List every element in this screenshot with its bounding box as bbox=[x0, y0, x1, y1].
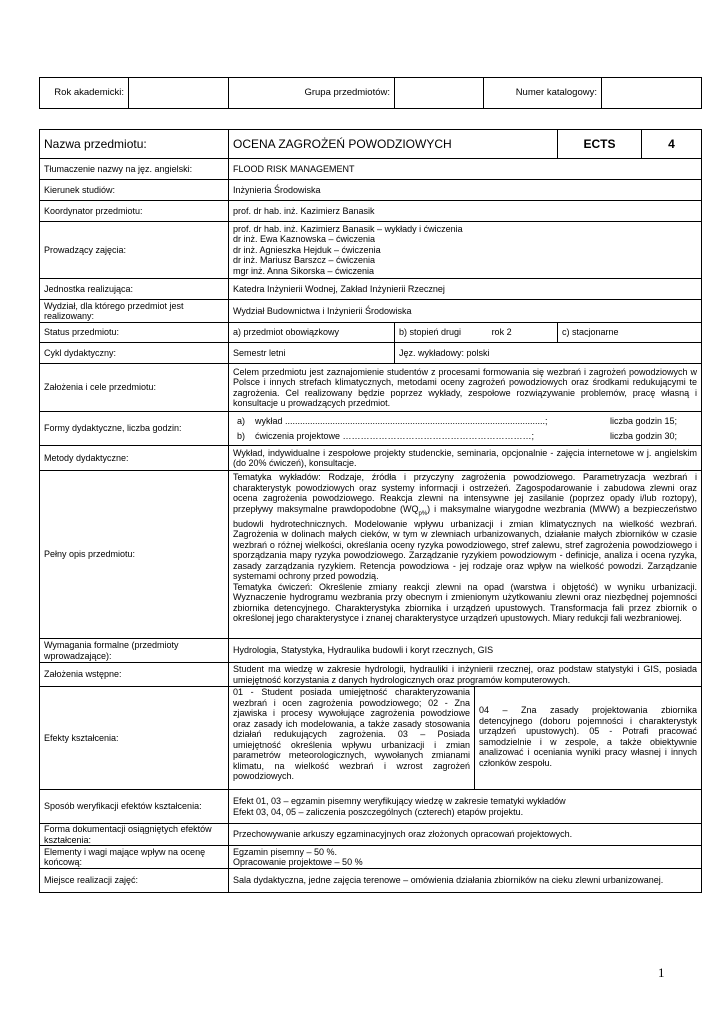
efekty-right: 04 – Zna zasady projektowania zbiornika detencyjnego (doboru pojemności i charakterystyk urządzeń upustowych). 05 - Potrafi pracować samodzielnie i w zespole, a także obiektywnie analizować i oceniania wyniki pracy własnej i innych członków zespołu. bbox=[475, 687, 702, 790]
sposob-line: Efekt 01, 03 – egzamin pisemny weryfikujący wiedzę w zakresie tematyki wykładów bbox=[233, 796, 566, 806]
formy-a-hours: liczba godzin 15; bbox=[610, 415, 678, 426]
elementy-line: Opracowanie projektowe – 50 % bbox=[233, 857, 363, 867]
status-b: b) stopień drugi bbox=[399, 327, 462, 338]
wstepne-label: Założenia wstępne: bbox=[40, 663, 229, 687]
ects-value: 4 bbox=[642, 130, 702, 159]
rok-akademicki-value[interactable] bbox=[129, 78, 229, 109]
cykl-value: Semestr letni bbox=[229, 343, 395, 364]
grupa-przedmiotow-value[interactable] bbox=[395, 78, 484, 109]
page-number: 1 bbox=[658, 965, 665, 980]
pelny-text-2: ) i maksymalne wiarygodne wezbrania (MWW) a bezpieczeństwo budowli hydrotechnicznych. Modelowanie wpływu urbanizacji i zmian klimatycznych na wielkość wezbrań. Zagrożenia w dolinach małych cieków, w tym w zlewniach urbanizowanych, działanie małych zbiorników w czasie wezbrań o różnej wielkości, określania oceny ryzyka powodziowego, stref zalewu, stref zagrożenia powodziowego i sporządzania mapy ryzyka powodziowego. Zarządzanie ryzykiem powodziowym - definicje, analiza i ocena ryzyka, zasady zarządzania ryzykiem. Retencja powodziowa - jej rodzaje oraz wpływ na wielkość powodzi. Zarządzanie systemami ochrony przed powodzią. bbox=[233, 503, 698, 582]
formy-value bbox=[229, 412, 702, 446]
prowadzacy-value bbox=[229, 222, 702, 279]
pelny-sub: p% bbox=[418, 510, 428, 517]
miejsce-value: Sala dydaktyczna, jedne zajęcia terenowe – omówienia działania zbiorników na cieku zlewni urbanizowanej. bbox=[229, 869, 702, 893]
forma-label: Forma dokumentacji osiągniętych efektów kształcenia: bbox=[40, 824, 229, 846]
kierunek-label: Kierunek studiów: bbox=[40, 180, 229, 201]
formy-subtable bbox=[233, 414, 697, 444]
miejsce-label: Miejsce realizacji zajęć: bbox=[40, 869, 229, 893]
sposob-label: Sposób weryfikacji efektów kształcenia: bbox=[40, 790, 229, 824]
forma-value: Przechowywanie arkuszy egzaminacyjnych oraz złożonych opracowań projektowych. bbox=[229, 824, 702, 846]
jezyk-value: Jęz. wykładowy: polski bbox=[395, 343, 702, 364]
efekty-label: Efekty kształcenia: bbox=[40, 687, 229, 790]
wydzial-label: Wydział, dla którego przedmiot jest realizowany: bbox=[40, 300, 229, 323]
jednostka-value: Katedra Inżynierii Wodnej, Zakład Inżynierii Rzecznej bbox=[229, 279, 702, 300]
formy-a-text: wykład ........................................................................................................; bbox=[255, 415, 548, 426]
wymagania-value: Hydrologia, Statystyka, Hydraulika budowli i koryt rzecznych, GIS bbox=[229, 639, 702, 663]
formy-b-marker: b) bbox=[237, 430, 246, 441]
status-label: Status przedmiotu: bbox=[40, 323, 229, 343]
metody-label: Metody dydaktyczne: bbox=[40, 446, 229, 471]
elementy-line: Egzamin pisemny – 50 %. bbox=[233, 846, 338, 857]
prowadzacy-line: mgr inż. Anna Sikorska – ćwiczenia bbox=[233, 265, 375, 276]
course-name-label: Nazwa przedmiotu: bbox=[40, 130, 229, 159]
pelny-label: Pełny opis przedmiotu: bbox=[40, 471, 229, 639]
formy-b-hours: liczba godzin 30; bbox=[610, 430, 678, 441]
wymagania-label: Wymagania formalne (przedmioty wprowadzające): bbox=[40, 639, 229, 663]
koordynator-label: Koordynator przedmiotu: bbox=[40, 201, 229, 222]
prowadzacy-line: dr inż. Agnieszka Hejduk – ćwiczenia bbox=[233, 244, 381, 255]
sposob-line: Efekt 03, 04, 05 – zaliczenia poszczególnych (czterech) etapów projektu. bbox=[233, 806, 524, 817]
tlumaczenie-value: FLOOD RISK MANAGEMENT bbox=[229, 159, 702, 180]
course-table bbox=[39, 129, 702, 893]
pelny-paragraph-cwiczenia: Tematyka ćwiczeń: Określenie zmiany reakcji zlewni na opad (warstwa i objętość) w wyniku urbanizacji. Wyznaczenie hydrogramu wezbrania przy obecnym i zmienionym użytkowaniu zlewni oraz niezbędnej pojemności zbiornika detencyjnego. Charakterystyka zbiornika i urządzeń upustowych. Transformacja fali przez zbiornik o określonej jego charakterystyce i znanej charakterystyce urządzeń upustowych. Miary redukcji fali wezbraniowej. bbox=[233, 581, 697, 624]
tlumaczenie-label: Tłumaczenie nazwy na jęz. angielski: bbox=[40, 159, 229, 180]
zalozenia-label: Założenia i cele przedmiotu: bbox=[40, 364, 229, 412]
status-a: a) przedmiot obowiązkowy bbox=[229, 323, 395, 343]
prowadzacy-line: prof. dr hab. inż. Kazimierz Banasik – wykłady i ćwiczenia bbox=[233, 223, 463, 234]
zalozenia-value: Celem przedmiotu jest zaznajomienie studentów z procesami formowania się wezbrań i zagrożeń powodziowych w Polsce i innych strefach klimatycznych, metodami oceny zagrożeń powodziowych oraz środkami redukującymi te zagrożenia. Cel realizowany będzie poprzez wykłady, zespołowe rozwiązywanie problemów, pracę własną i konsultacje u prowadzących przedmiot. bbox=[229, 364, 702, 412]
prowadzacy-line: dr inż. Mariusz Barszcz – ćwiczenia bbox=[233, 255, 376, 266]
status-rok: rok 2 bbox=[491, 327, 512, 338]
formy-a-marker: a) bbox=[237, 415, 246, 426]
metody-value: Wykład, indywidualne i zespołowe projekty studenckie, seminaria, opcjonalnie - zajęcia internetowe w j. angielskim (do 20% ćwiczeń), konsultacje. bbox=[229, 446, 702, 471]
pelny-paragraph-wyklady bbox=[233, 472, 697, 582]
grupa-przedmiotow-label: Grupa przedmiotów: bbox=[229, 78, 395, 109]
wydzial-value: Wydział Budownictwa i Inżynierii Środowiska bbox=[229, 300, 702, 323]
wstepne-value: Student ma wiedzę w zakresie hydrologii, hydrauliki i inżynierii rzecznej, oraz podstaw statystyki i GIS, posiada umiejętność korzystania z danych hydrologicznych oraz programów komputerowych. bbox=[229, 663, 702, 687]
rok-akademicki-label: Rok akademicki: bbox=[40, 78, 129, 109]
elementy-label: Elementy i wagi mające wpływ na ocenę końcową: bbox=[40, 846, 229, 869]
jednostka-label: Jednostka realizująca: bbox=[40, 279, 229, 300]
prowadzacy-line: dr inż. Ewa Kaznowska – ćwiczenia bbox=[233, 234, 376, 245]
pelny-value bbox=[229, 471, 702, 639]
numer-katalogowy-value[interactable] bbox=[602, 78, 702, 109]
prowadzacy-label: Prowadzący zajęcia: bbox=[40, 222, 229, 279]
status-b-cell bbox=[395, 323, 558, 343]
pelny-text-1: Tematyka wykładów: Rodzaje, źródła i przyczyny zagrożenia powodziowego. Parametryzacja wezbrań i charakterystyk powodziowych oraz systemy informacji i ostrzeżeń. Zagospodarowanie i zabudowa zlewni oraz ocena zagrożenia powodziowego. Reakcja zlewni na intensywne jej zasilanie (poprzez opady i/lub roztopy), przepływy maksymalne prawdopodobne (WQ bbox=[233, 472, 697, 514]
formy-b-text: ćwiczenia projektowe ………………………………………………………; bbox=[255, 430, 535, 441]
sposob-value bbox=[229, 790, 702, 824]
koordynator-value: prof. dr hab. inż. Kazimierz Banasik bbox=[229, 201, 702, 222]
status-c: c) stacjonarne bbox=[558, 323, 702, 343]
numer-katalogowy-label: Numer katalogowy: bbox=[484, 78, 602, 109]
elementy-value bbox=[229, 846, 702, 869]
ects-label: ECTS bbox=[558, 130, 642, 159]
course-name-value: OCENA ZAGROŻEŃ POWODZIOWYCH bbox=[229, 130, 558, 159]
formy-label: Formy dydaktyczne, liczba godzin: bbox=[40, 412, 229, 446]
header-table bbox=[39, 77, 702, 109]
kierunek-value: Inżynieria Środowiska bbox=[229, 180, 702, 201]
cykl-label: Cykl dydaktyczny: bbox=[40, 343, 229, 364]
efekty-left: 01 - Student posiada umiejętność charakteryzowania wezbrań i ocen zagrożenia powodziowego; 02 - Zna zjawiska i procesy wywołujące zagrożenia powodziowe oraz zasady ich modelowania, a także zasady stosowania działań redukujących zagrożenia. 03 – Posiada umiejętność określenia wpływu urbanizacji i zmian parametrów meteorologicznych, wywołanych zmianami klimatu, na wielkość wezbrań i wzrost zagrożeń powodziowych. bbox=[229, 687, 475, 790]
